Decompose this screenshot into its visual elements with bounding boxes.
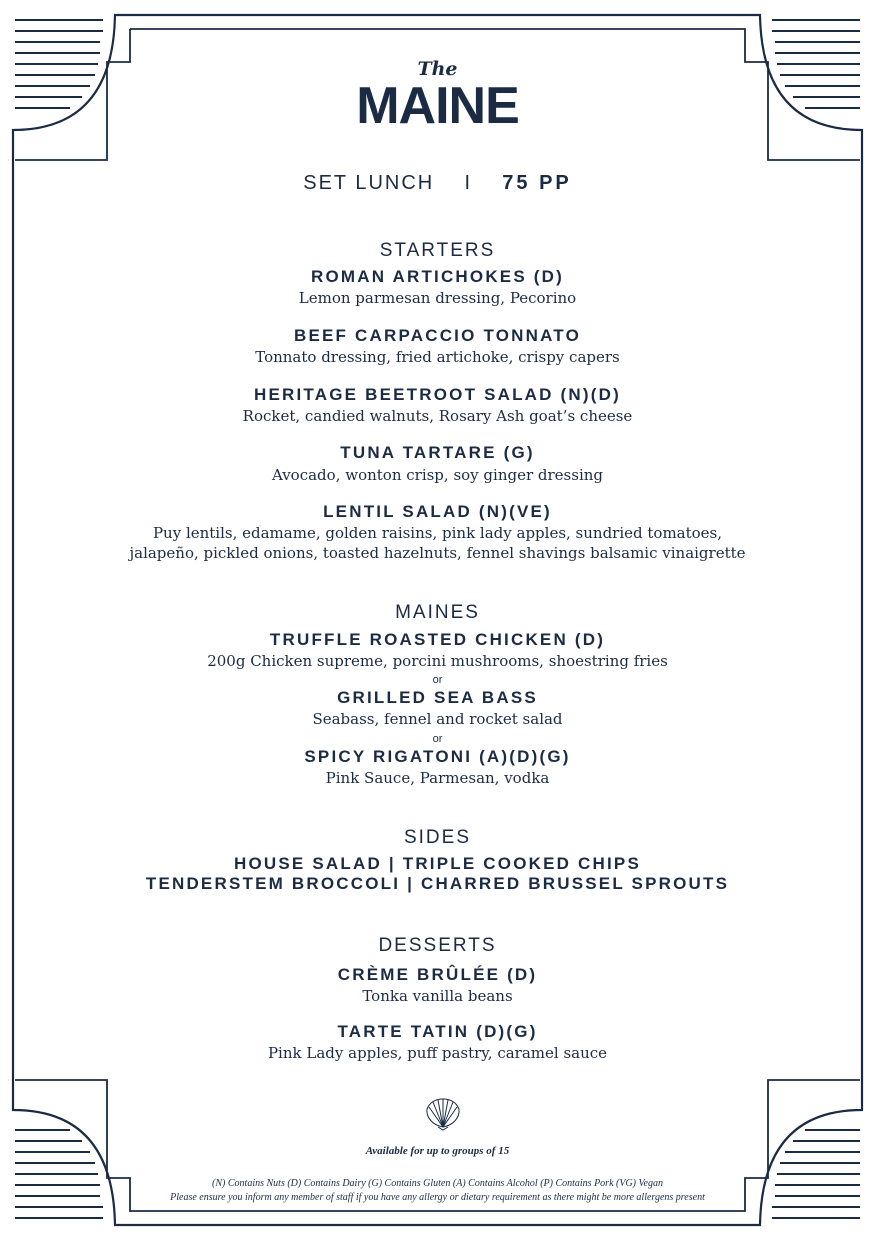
section-heading-maines: MAINES (395, 602, 480, 623)
dish-name: CRÈME BRÛLÉE (D) (337, 965, 538, 984)
section-heading-sides: SIDES (403, 827, 472, 848)
availability-note: Available for up to groups of 15 (365, 1145, 510, 1157)
dish-name: HERITAGE BEETROOT SALAD (N)(D) (254, 385, 621, 404)
logo-the: The (417, 58, 458, 80)
dish-description: Avocado, wonton crisp, soy ginger dressing (271, 466, 604, 484)
dish-description: 200g Chicken supreme, porcini mushrooms, shoestring fries (207, 652, 668, 670)
dish-description: Pink Sauce, Parmesan, vodka (325, 769, 550, 787)
section-heading-starters: STARTERS (379, 240, 496, 261)
logo-name: MAINE (356, 77, 519, 135)
dish-description: Puy lentils, edamame, golden raisins, pink lady apples, sundried tomatoes, (152, 524, 723, 542)
scallop-shell-icon (424, 1097, 462, 1131)
dish-name: ROMAN ARTICHOKES (D) (310, 267, 565, 286)
section-heading-desserts: DESSERTS (378, 935, 497, 956)
dish-description: Tonnato dressing, fried artichoke, crispy capers (255, 348, 620, 366)
dish-name: SPICY RIGATONI (A)(D)(G) (304, 747, 571, 766)
or-separator: or (432, 733, 443, 745)
sides-line: HOUSE SALAD | TRIPLE COOKED CHIPS (234, 854, 641, 873)
dish-description: Lemon parmesan dressing, Pecorino (298, 289, 577, 307)
allergen-key: (N) Contains Nuts (D) Contains Dairy (G) Contains Gluten (A) Contains Alcohol (P) Contains Pork (VG) Vegan (212, 1178, 663, 1189)
set-lunch-label: SET LUNCH (303, 172, 435, 194)
set-lunch-price: 75 PP (502, 172, 572, 194)
dish-description: Pink Lady apples, puff pastry, caramel sauce (267, 1044, 608, 1062)
dish-name: TRUFFLE ROASTED CHICKEN (D) (269, 630, 606, 649)
dish-description: Tonka vanilla beans (362, 987, 513, 1005)
dish-description: Rocket, candied walnuts, Rosary Ash goat’s cheese (242, 407, 633, 425)
set-lunch-heading (0, 172, 875, 195)
dish-description-line2: jalapeño, pickled onions, toasted hazelnuts, fennel shavings balsamic vinaigrette (129, 544, 746, 562)
dish-name: TUNA TARTARE (G) (340, 443, 535, 462)
sides-line: TENDERSTEM BROCCOLI | CHARRED BRUSSEL SPROUTS (145, 874, 730, 893)
or-separator: or (432, 674, 443, 686)
allergy-notice: Please ensure you inform any member of staff if you have any allergy or dietary requirement as there might be more allergens present (170, 1192, 705, 1203)
dish-name: GRILLED SEA BASS (337, 688, 538, 707)
dish-name: BEEF CARPACCIO TONNATO (293, 326, 582, 345)
dish-description: Seabass, fennel and rocket salad (312, 710, 563, 728)
set-lunch-separator: I (464, 172, 473, 194)
dish-name: LENTIL SALAD (N)(VE) (323, 502, 552, 521)
dish-name: TARTE TATIN (D)(G) (337, 1022, 538, 1041)
